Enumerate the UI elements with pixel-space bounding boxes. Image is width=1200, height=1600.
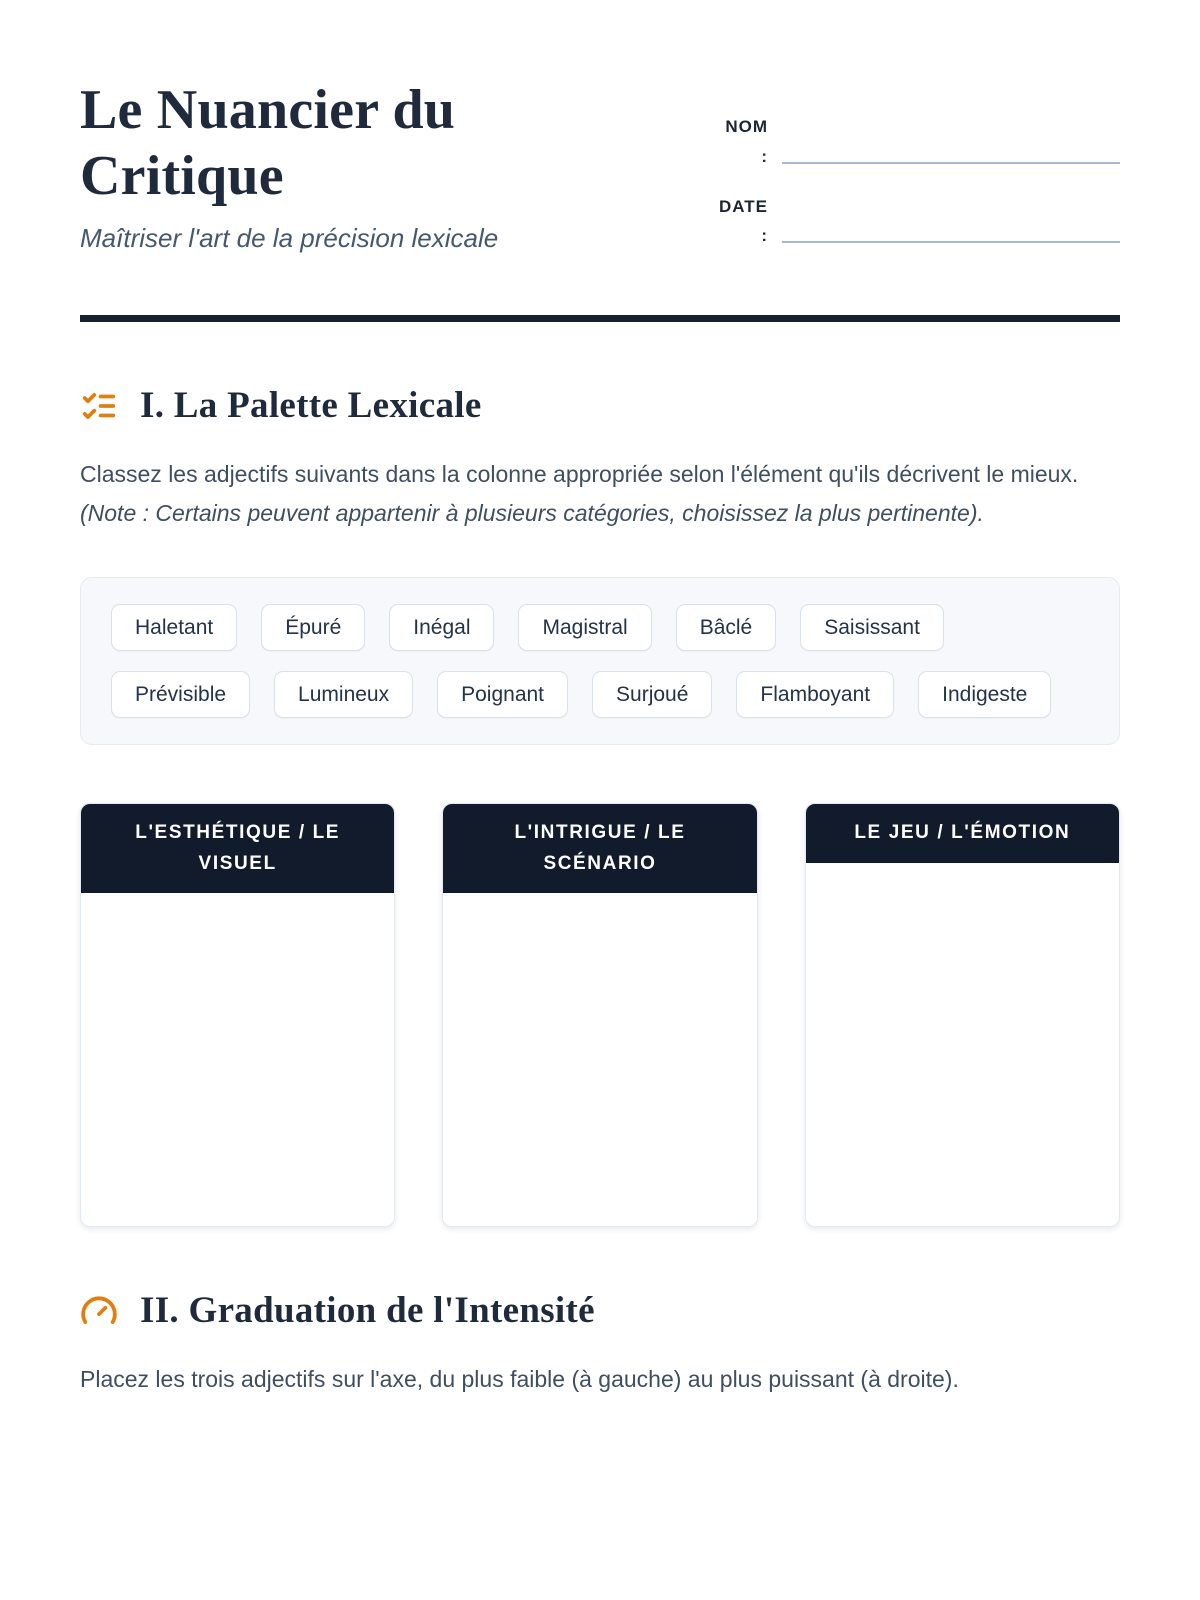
word-chip: Poignant (437, 671, 568, 718)
instructions-text: Classez les adjectifs suivants dans la colonne appropriée selon l'élément qu'ils décrivent le mieux. (80, 461, 1079, 487)
category-card-header: L'ESTHÉTIQUE / LE VISUEL (81, 804, 394, 893)
field-row (715, 192, 1120, 252)
word-chip: Prévisible (111, 671, 250, 718)
word-chip: Inégal (389, 604, 494, 651)
field-label: NOM : (725, 117, 768, 166)
category-card-body (443, 893, 756, 1226)
category-card (80, 803, 395, 1227)
list-checks-icon (80, 387, 118, 425)
word-chip: Flamboyant (736, 671, 894, 718)
instructions-note: (Note : Certains peuvent appartenir à plusieurs catégories, choisissez la plus pertinente). (80, 500, 984, 527)
word-chip: Lumineux (274, 671, 413, 718)
word-chip: Haletant (111, 604, 237, 651)
student-fields (715, 78, 1120, 271)
page-title: Le Nuancier du Critique (80, 79, 456, 207)
category-card-header: L'INTRIGUE / LE SCÉNARIO (443, 804, 756, 893)
masthead (80, 78, 1120, 271)
word-chip: Saisissant (800, 604, 944, 651)
category-card-body (806, 863, 1119, 1227)
section-intensity (80, 1289, 1120, 1399)
section-2-heading: II. Graduation de l'Intensité (140, 1290, 595, 1332)
section-2-heading-row (80, 1289, 1120, 1332)
field-row (715, 112, 1120, 172)
section-2-instructions: Placez les trois adjectifs sur l'axe, du plus faible (à gauche) au plus puissant (à droite). (80, 1366, 959, 1393)
header-divider (80, 315, 1120, 322)
word-bank (80, 577, 1120, 745)
word-chip: Surjoué (592, 671, 712, 718)
page-subtitle: Maîtriser l'art de la précision lexicale (80, 223, 499, 254)
word-chip: Bâclé (676, 604, 777, 651)
category-card (442, 803, 757, 1227)
word-chip: Épuré (261, 604, 365, 651)
section-1-heading-row (80, 384, 1120, 427)
sorting-columns (80, 803, 1120, 1227)
section-palette (80, 384, 1120, 1227)
section-1-heading: I. La Palette Lexicale (140, 385, 482, 426)
category-card-body (81, 893, 394, 1226)
word-chip: Magistral (518, 604, 651, 651)
section-1-instructions (80, 455, 1120, 533)
field-write-line (782, 241, 1120, 243)
word-chip: Indigeste (918, 671, 1051, 718)
field-write-line (782, 162, 1120, 164)
category-card-header: LE JEU / L'ÉMOTION (806, 804, 1119, 862)
title-block (80, 78, 600, 256)
category-card (805, 803, 1120, 1227)
field-label: DATE : (718, 196, 768, 246)
gauge-icon (80, 1292, 118, 1330)
